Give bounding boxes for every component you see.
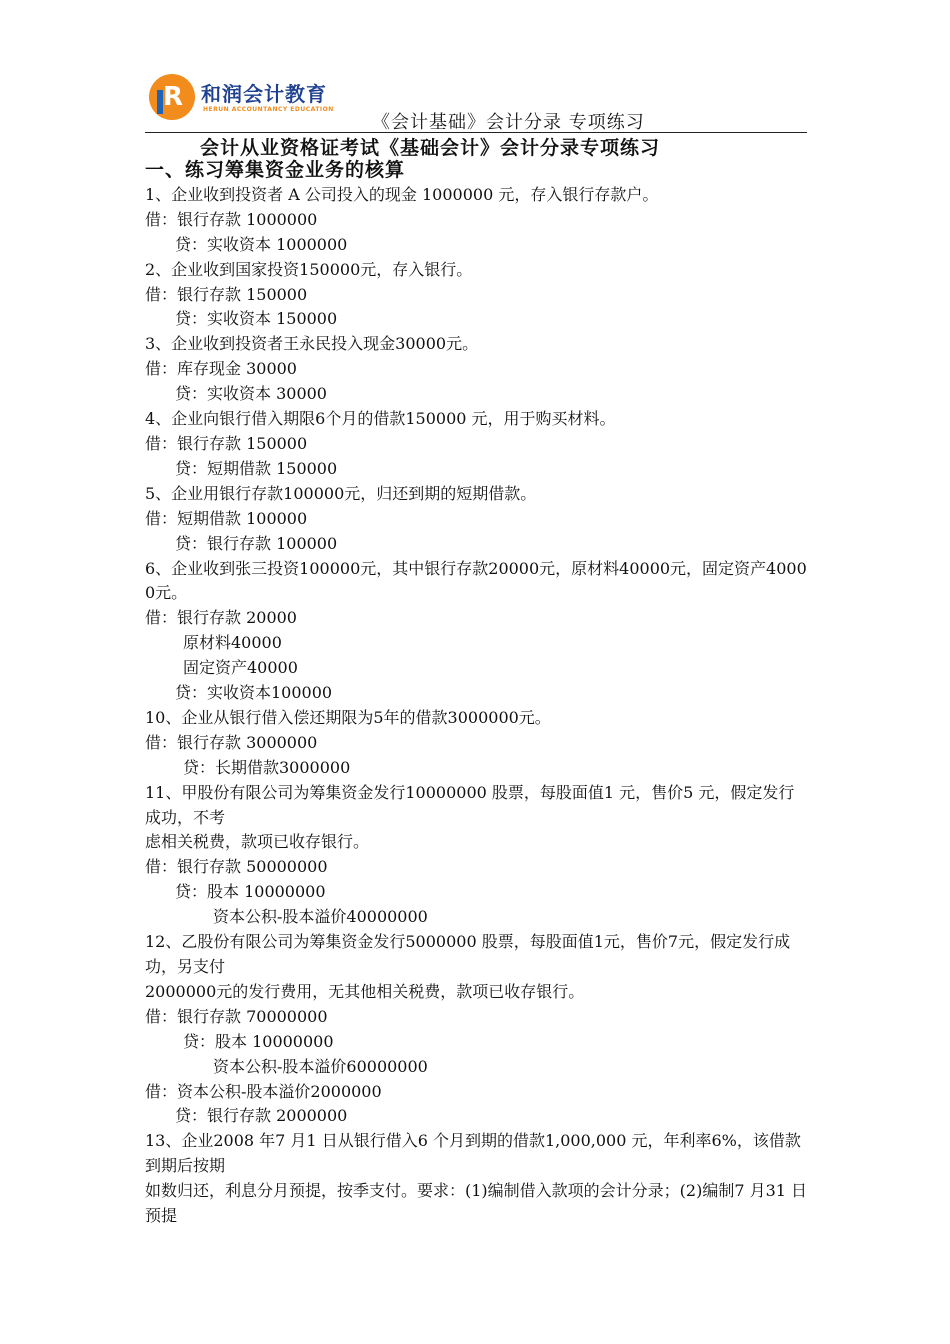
- credit-entry: 贷：实收资本100000: [175, 683, 333, 703]
- debit-entry-continued: 原材料40000: [183, 633, 282, 653]
- question-12: 12、乙股份有限公司为筹集资金发行5000000 股票，每股面值1元，售价7元，假定发行成功，另支付: [145, 932, 791, 976]
- credit-entry: 贷：实收资本 30000: [175, 384, 327, 404]
- debit-entry: 借：资本公积-股本溢价2000000: [145, 1081, 382, 1101]
- question-13-continued: 如数归还，利息分月预提，按季支付。要求：(1)编制借入款项的会计分录；(2)编制7 月31 日预提: [145, 1181, 808, 1226]
- question-5: 5、企业用银行存款100000元，归还到期的短期借款。: [145, 483, 537, 503]
- logo-name: 和润会计教育: [201, 82, 327, 106]
- credit-entry: 贷：股本 10000000: [183, 1031, 334, 1051]
- document-title: 会计从业资格证考试《基础会计》会计分录专项练习: [200, 137, 661, 159]
- debit-entry: 借：银行存款 150000: [145, 284, 308, 304]
- credit-entry: 贷：股本 10000000: [175, 882, 326, 902]
- debit-entry: 借：库存现金 30000: [145, 359, 297, 379]
- credit-entry: 贷：银行存款 100000: [175, 533, 338, 553]
- debit-entry: 借：银行存款 70000000: [145, 1006, 328, 1026]
- section-title: 一、练习筹集资金业务的核算: [145, 159, 406, 181]
- credit-entry-continued: 资本公积-股本溢价40000000: [213, 907, 428, 927]
- question-1: 1、企业收到投资者 A 公司投入的现金 1000000 元，存入银行存款户。: [145, 184, 659, 204]
- debit-entry-continued: 固定资产40000: [183, 658, 298, 678]
- question-11: 11、甲股份有限公司为筹集资金发行10000000 股票，每股面值1 元，售价5 元，假定发行成功，不考: [145, 782, 795, 827]
- question-3: 3、企业收到投资者王永民投入现金30000元。: [145, 334, 479, 354]
- credit-entry-continued: 资本公积-股本溢价60000000: [213, 1056, 428, 1076]
- credit-entry: 贷：长期借款3000000: [183, 757, 351, 777]
- debit-entry: 借：银行存款 3000000: [145, 732, 318, 752]
- question-2: 2、企业收到国家投资150000元，存入银行。: [145, 259, 473, 279]
- credit-entry: 贷：实收资本 150000: [175, 309, 338, 329]
- debit-entry: 借：银行存款 20000: [145, 608, 297, 628]
- question-13: 13、企业2008 年7 月1 日从银行借入6 个月到期的借款1,000,000 元，年利率6%，该借款到期后按期: [145, 1131, 801, 1176]
- question-10: 10、企业从银行借入偿还期限为5年的借款3000000元。: [145, 707, 551, 727]
- debit-entry: 借：银行存款 50000000: [145, 857, 328, 877]
- logo-subtitle: HERUN ACCOUNTANCY EDUCATION: [203, 106, 334, 113]
- credit-entry: 贷：实收资本 1000000: [175, 234, 348, 254]
- debit-entry: 借：银行存款 150000: [145, 433, 308, 453]
- debit-entry: 借：银行存款 1000000: [145, 209, 318, 229]
- question-6: 6、企业收到张三投资100000元，其中银行存款20000元，原材料40000元，固定资产40000元。: [145, 558, 807, 603]
- header-title: 《会计基础》会计分录 专项练习: [372, 112, 645, 133]
- question-4: 4、企业向银行借入期限6个月的借款150000 元，用于购买材料。: [145, 409, 616, 429]
- document-body: [145, 158, 810, 1229]
- question-11-continued: 虑相关税费，款项已收存银行。: [145, 832, 370, 852]
- logo-badge-icon: R: [149, 74, 195, 120]
- debit-entry: 借：短期借款 100000: [145, 508, 308, 528]
- question-12-continued: 2000000元的发行费用，无其他相关税费，款项已收存银行。: [145, 981, 585, 1001]
- credit-entry: 贷：短期借款 150000: [175, 458, 338, 478]
- page-header: [145, 68, 807, 133]
- credit-entry: 贷：银行存款 2000000: [175, 1106, 348, 1126]
- herun-logo: [149, 72, 334, 124]
